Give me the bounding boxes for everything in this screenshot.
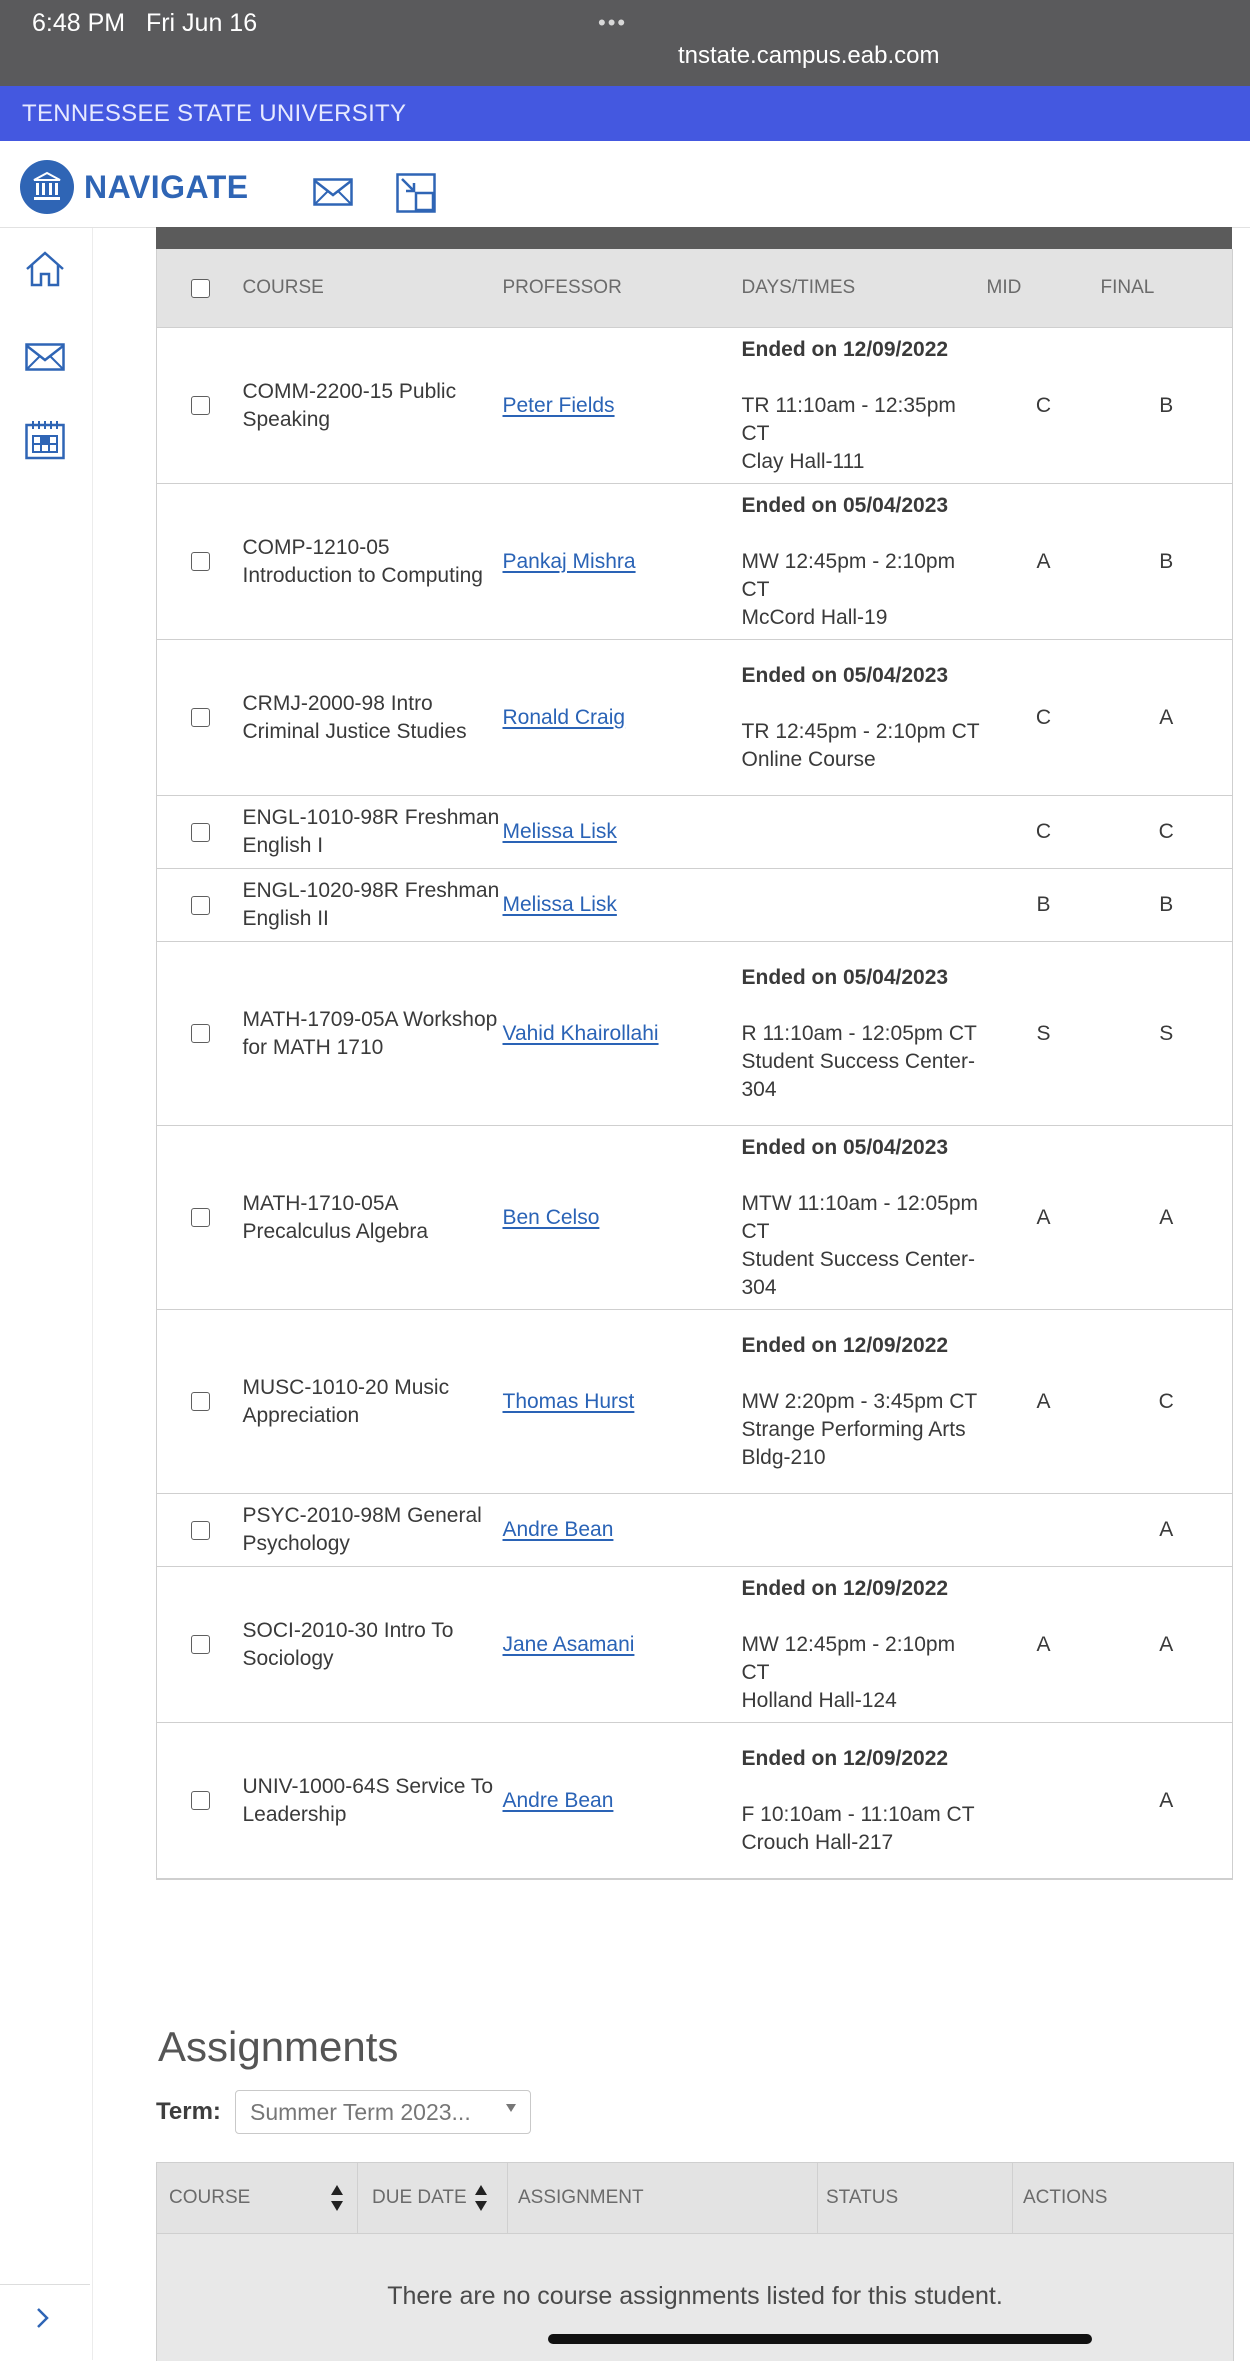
address-bar[interactable] bbox=[678, 42, 939, 70]
status-time bbox=[32, 9, 257, 38]
professor-link[interactable]: Andre Bean bbox=[502, 1518, 614, 1541]
row-checkbox[interactable] bbox=[191, 552, 210, 571]
sidebar-mail-icon[interactable] bbox=[25, 343, 65, 376]
professor-link[interactable]: Vahid Khairollahi bbox=[502, 1021, 659, 1045]
professor-cell bbox=[503, 1723, 742, 1880]
column-header-status: STATUS bbox=[826, 2187, 899, 2208]
days-times-cell bbox=[742, 1723, 987, 1880]
location: Clay Hall-111 bbox=[741, 449, 865, 473]
final-grade: C bbox=[1101, 796, 1233, 869]
table-top-bar bbox=[156, 227, 1232, 249]
left-sidebar bbox=[0, 228, 93, 2360]
professor-cell bbox=[503, 1494, 742, 1567]
table-row bbox=[157, 942, 1233, 1126]
mid-grade: B bbox=[987, 869, 1101, 942]
final-grade: A bbox=[1101, 1723, 1233, 1880]
final-grade: A bbox=[1101, 1126, 1233, 1310]
mid-grade: A bbox=[987, 1310, 1101, 1494]
mid-grade: C bbox=[987, 328, 1101, 484]
home-icon[interactable] bbox=[24, 250, 66, 293]
row-select-cell bbox=[157, 942, 243, 1126]
ended-date: Ended on 05/04/2023 bbox=[741, 493, 949, 517]
column-header-assignment: ASSIGNMENT bbox=[518, 2187, 644, 2208]
course-name: CRMJ-2000-98 Intro Criminal Justice Studies bbox=[243, 640, 503, 796]
schedule: R 11:10am - 12:05pm CT bbox=[741, 1021, 977, 1045]
ended-date: Ended on 05/04/2023 bbox=[741, 1135, 949, 1159]
schedule: F 10:10am - 11:10am CT bbox=[741, 1802, 975, 1826]
professor-link[interactable]: Melissa Lisk bbox=[502, 893, 617, 916]
final-grade: A bbox=[1101, 1567, 1233, 1723]
professor-cell bbox=[503, 942, 742, 1126]
assignments-heading: Assignments bbox=[158, 2023, 399, 2070]
sort-icon[interactable] bbox=[331, 2185, 343, 2216]
professor-link[interactable]: Andre Bean bbox=[502, 1788, 614, 1812]
location: Strange Performing Arts Bldg-210 bbox=[741, 1417, 966, 1469]
assignments-table bbox=[156, 2162, 1234, 2361]
course-name: MATH-1710-05A Precalculus Algebra bbox=[243, 1126, 503, 1310]
row-select-cell bbox=[157, 869, 243, 942]
table-row bbox=[157, 328, 1233, 484]
days-times-cell bbox=[742, 1567, 987, 1723]
mid-grade: S bbox=[987, 942, 1101, 1126]
professor-cell bbox=[503, 1310, 742, 1494]
professor-link[interactable]: Peter Fields bbox=[502, 393, 615, 417]
select-all-cell bbox=[157, 249, 243, 328]
browser-status-bar bbox=[0, 0, 1250, 86]
professor-cell bbox=[503, 869, 742, 942]
professor-cell bbox=[503, 640, 742, 796]
ended-date: Ended on 12/09/2022 bbox=[741, 1746, 949, 1770]
header-divider bbox=[1012, 2163, 1013, 2233]
schedule: TR 12:45pm - 2:10pm CT bbox=[741, 719, 980, 743]
professor-link[interactable]: Pankaj Mishra bbox=[502, 549, 636, 573]
schedule: MW 2:20pm - 3:45pm CT bbox=[741, 1389, 978, 1413]
days-times-cell bbox=[742, 484, 987, 640]
course-name: MUSC-1010-20 Music Appreciation bbox=[243, 1310, 503, 1494]
days-times-cell bbox=[742, 869, 987, 942]
days-times-cell bbox=[742, 328, 987, 484]
university-name: TENNESSEE STATE UNIVERSITY bbox=[22, 100, 407, 127]
courses-table bbox=[156, 249, 1233, 1880]
row-select-cell bbox=[157, 484, 243, 640]
mid-grade: C bbox=[987, 796, 1101, 869]
row-checkbox[interactable] bbox=[191, 1791, 210, 1810]
row-select-cell bbox=[157, 1567, 243, 1723]
resize-icon[interactable] bbox=[396, 173, 436, 218]
professor-link[interactable]: Ben Celso bbox=[502, 1205, 600, 1229]
term-label: Term: bbox=[156, 2098, 221, 2125]
final-grade: S bbox=[1101, 942, 1233, 1126]
row-select-cell bbox=[157, 328, 243, 484]
professor-link[interactable]: Thomas Hurst bbox=[502, 1389, 635, 1413]
table-header-row bbox=[157, 249, 1233, 328]
dropdown-arrow-icon[interactable] bbox=[506, 2104, 516, 2112]
location: Online Course bbox=[741, 747, 876, 771]
final-grade: A bbox=[1101, 1494, 1233, 1567]
course-name: SOCI-2010-30 Intro To Sociology bbox=[243, 1567, 503, 1723]
days-times-cell bbox=[742, 942, 987, 1126]
course-name: COMM-2200-15 Public Speaking bbox=[243, 328, 503, 484]
professor-cell bbox=[503, 484, 742, 640]
location: Holland Hall-124 bbox=[741, 1688, 897, 1712]
table-row bbox=[157, 484, 1233, 640]
days-times-cell bbox=[742, 796, 987, 869]
table-row bbox=[157, 1310, 1233, 1494]
column-header-days-times: DAYS/TIMES bbox=[742, 249, 987, 328]
row-checkbox[interactable] bbox=[191, 396, 210, 415]
message-icon[interactable] bbox=[313, 178, 353, 211]
term-select-value[interactable]: Summer Term 2023... bbox=[250, 2099, 471, 2125]
row-checkbox[interactable] bbox=[191, 1521, 210, 1540]
final-grade: C bbox=[1101, 1310, 1233, 1494]
row-checkbox[interactable] bbox=[191, 1635, 210, 1654]
mid-grade bbox=[987, 1723, 1101, 1880]
more-dots-icon[interactable]: ••• bbox=[598, 10, 628, 35]
column-header-final: FINAL bbox=[1101, 249, 1233, 328]
schedule: TR 11:10am - 12:35pm CT bbox=[741, 393, 956, 445]
app-header bbox=[0, 141, 1250, 228]
row-checkbox[interactable] bbox=[191, 708, 210, 727]
professor-cell bbox=[503, 328, 742, 484]
days-times-cell bbox=[742, 1126, 987, 1310]
column-header-professor: PROFESSOR bbox=[503, 249, 742, 328]
professor-cell bbox=[503, 1126, 742, 1310]
ended-date: Ended on 12/09/2022 bbox=[741, 1576, 949, 1600]
sort-icon[interactable] bbox=[475, 2185, 487, 2216]
final-grade: B bbox=[1101, 328, 1233, 484]
mid-grade: A bbox=[987, 1126, 1101, 1310]
address-url[interactable]: tnstate.campus.eab.com bbox=[678, 42, 940, 69]
final-grade: A bbox=[1101, 640, 1233, 796]
clock-date: Fri Jun 16 bbox=[145, 9, 258, 37]
table-row bbox=[157, 1567, 1233, 1723]
table-row bbox=[157, 640, 1233, 796]
navigate-logo-icon[interactable] bbox=[20, 160, 74, 214]
row-checkbox[interactable] bbox=[191, 1392, 210, 1411]
term-select[interactable] bbox=[235, 2090, 531, 2134]
row-select-cell bbox=[157, 1723, 243, 1880]
mid-grade: A bbox=[987, 1567, 1101, 1723]
professor-cell bbox=[503, 1567, 742, 1723]
header-divider bbox=[507, 2163, 508, 2233]
ended-date: Ended on 12/09/2022 bbox=[741, 1333, 949, 1357]
row-checkbox[interactable] bbox=[191, 1208, 210, 1227]
course-name: ENGL-1020-98R Freshman English II bbox=[243, 869, 503, 942]
table-row bbox=[157, 1723, 1233, 1880]
courses-table-container bbox=[156, 227, 1232, 1880]
row-checkbox[interactable] bbox=[191, 896, 210, 915]
location: McCord Hall-19 bbox=[741, 605, 888, 629]
professor-cell bbox=[503, 796, 742, 869]
professor-link[interactable]: Ronald Craig bbox=[502, 705, 626, 729]
days-times-cell bbox=[742, 1494, 987, 1567]
column-header-mid: MID bbox=[987, 249, 1101, 328]
header-divider bbox=[357, 2163, 358, 2233]
empty-message: There are no course assignments listed for this student. bbox=[387, 2282, 1003, 2310]
schedule: MW 12:45pm - 2:10pm CT bbox=[741, 1632, 956, 1684]
ended-date: Ended on 12/09/2022 bbox=[741, 337, 949, 361]
column-header-actions: ACTIONS bbox=[1023, 2187, 1108, 2208]
row-checkbox[interactable] bbox=[191, 823, 210, 842]
assignments-header-row bbox=[157, 2163, 1233, 2234]
row-select-cell bbox=[157, 640, 243, 796]
schedule: MTW 11:10am - 12:05pm CT bbox=[741, 1191, 979, 1243]
final-grade: B bbox=[1101, 869, 1233, 942]
select-all-checkbox[interactable] bbox=[191, 279, 210, 298]
location: Student Success Center-304 bbox=[741, 1049, 975, 1101]
university-banner bbox=[0, 86, 1250, 141]
course-name: PSYC-2010-98M General Psychology bbox=[243, 1494, 503, 1567]
mid-grade: C bbox=[987, 640, 1101, 796]
row-select-cell bbox=[157, 796, 243, 869]
chevron-right-icon[interactable] bbox=[36, 2307, 50, 2334]
ended-date: Ended on 05/04/2023 bbox=[741, 663, 949, 687]
column-header-course[interactable]: COURSE bbox=[169, 2187, 251, 2208]
column-header-course: COURSE bbox=[243, 249, 503, 328]
clock-time: 6:48 PM bbox=[32, 9, 126, 37]
professor-link[interactable]: Melissa Lisk bbox=[502, 820, 617, 843]
course-name: MATH-1709-05A Workshop for MATH 1710 bbox=[243, 942, 503, 1126]
row-select-cell bbox=[157, 1310, 243, 1494]
days-times-cell bbox=[742, 640, 987, 796]
days-times-cell bbox=[742, 1310, 987, 1494]
final-grade: B bbox=[1101, 484, 1233, 640]
home-indicator[interactable] bbox=[548, 2334, 1092, 2344]
course-name: ENGL-1010-98R Freshman English I bbox=[243, 796, 503, 869]
ended-date: Ended on 05/04/2023 bbox=[741, 965, 949, 989]
app-title[interactable]: NAVIGATE bbox=[84, 169, 249, 205]
location: Crouch Hall-217 bbox=[741, 1830, 894, 1854]
table-row bbox=[157, 869, 1233, 942]
schedule: MW 12:45pm - 2:10pm CT bbox=[741, 549, 956, 601]
row-select-cell bbox=[157, 1126, 243, 1310]
sidebar-footer bbox=[0, 2284, 90, 2345]
location: Student Success Center-304 bbox=[741, 1247, 975, 1299]
row-checkbox[interactable] bbox=[191, 1024, 210, 1043]
table-row bbox=[157, 1126, 1233, 1310]
course-name: COMP-1210-05 Introduction to Computing bbox=[243, 484, 503, 640]
table-row bbox=[157, 1494, 1233, 1567]
header-divider bbox=[817, 2163, 818, 2233]
calendar-icon[interactable] bbox=[25, 420, 65, 465]
course-name: UNIV-1000-64S Service To Leadership bbox=[243, 1723, 503, 1880]
mid-grade: A bbox=[987, 484, 1101, 640]
mid-grade bbox=[987, 1494, 1101, 1567]
row-select-cell bbox=[157, 1494, 243, 1567]
column-header-due-date[interactable]: DUE DATE bbox=[372, 2187, 467, 2208]
professor-link[interactable]: Jane Asamani bbox=[502, 1632, 635, 1656]
table-row bbox=[157, 796, 1233, 869]
